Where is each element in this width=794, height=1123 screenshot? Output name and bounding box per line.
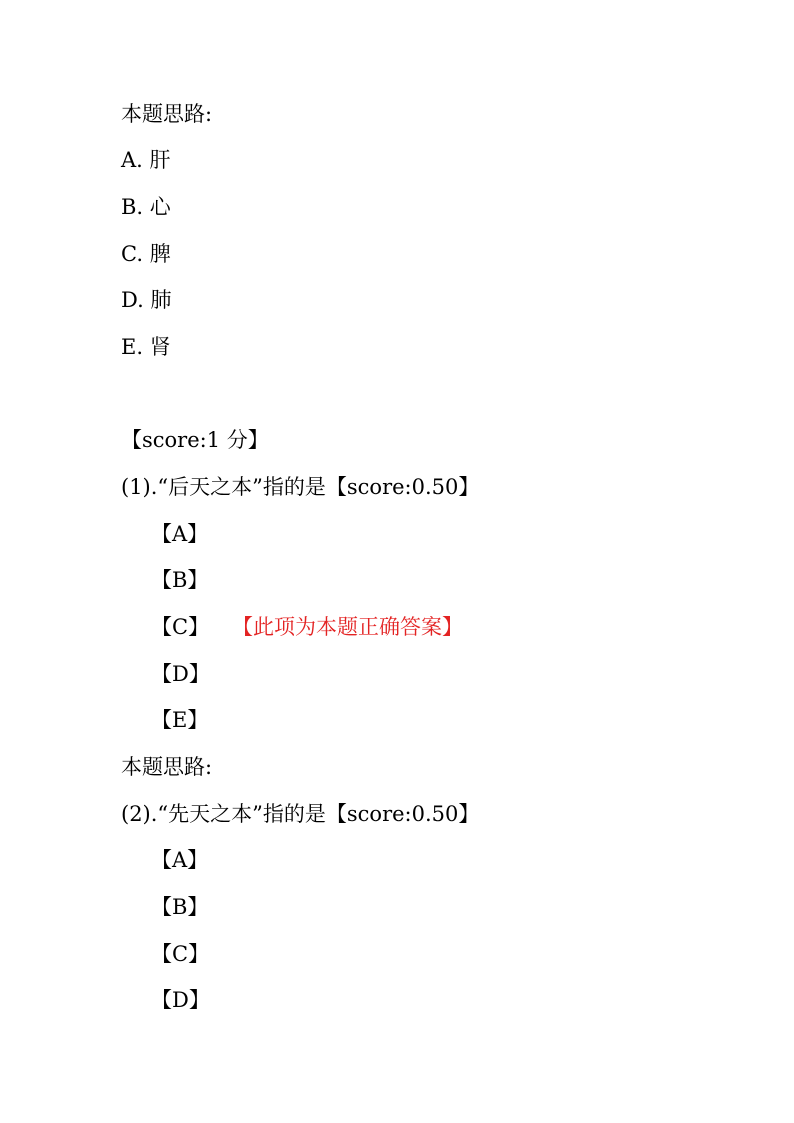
analysis-label: 本题思路: (121, 755, 213, 779)
question-stem-1: (1).“后天之本”指的是【score:0.50】 (121, 475, 480, 499)
option-a (121, 150, 171, 171)
option-b (121, 197, 171, 218)
correct-answer-marker: 【此项为本题正确答案】 (232, 615, 463, 639)
choice-b[interactable]: 【B】 (151, 895, 209, 919)
option-text: 肝 (149, 148, 171, 172)
group-score: 【score:1 分】 (121, 428, 269, 452)
option-text: 脾 (149, 242, 171, 266)
choice-d[interactable]: 【D】 (151, 662, 210, 686)
option-text: 肾 (149, 335, 171, 359)
choice-c[interactable]: 【C】 (151, 942, 210, 966)
choice-a[interactable]: 【A】 (151, 848, 209, 872)
option-c (121, 244, 171, 265)
choice-c[interactable]: 【C】 (151, 615, 210, 639)
choice-a[interactable]: 【A】 (151, 522, 209, 546)
option-text: 肺 (150, 288, 172, 312)
option-letter: A. (121, 148, 143, 172)
option-letter: D. (121, 288, 144, 312)
choice-b[interactable]: 【B】 (151, 568, 209, 592)
choice-e[interactable]: 【E】 (151, 708, 209, 732)
question-stem-2: (2).“先天之本”指的是【score:0.50】 (121, 802, 480, 826)
option-letter: E. (121, 335, 144, 359)
option-letter: C. (121, 242, 143, 266)
option-d (121, 290, 171, 311)
option-text: 心 (149, 195, 171, 219)
option-e (121, 337, 171, 358)
choice-d[interactable]: 【D】 (151, 988, 210, 1012)
option-letter: B. (121, 195, 144, 219)
analysis-label: 本题思路: (121, 102, 213, 126)
